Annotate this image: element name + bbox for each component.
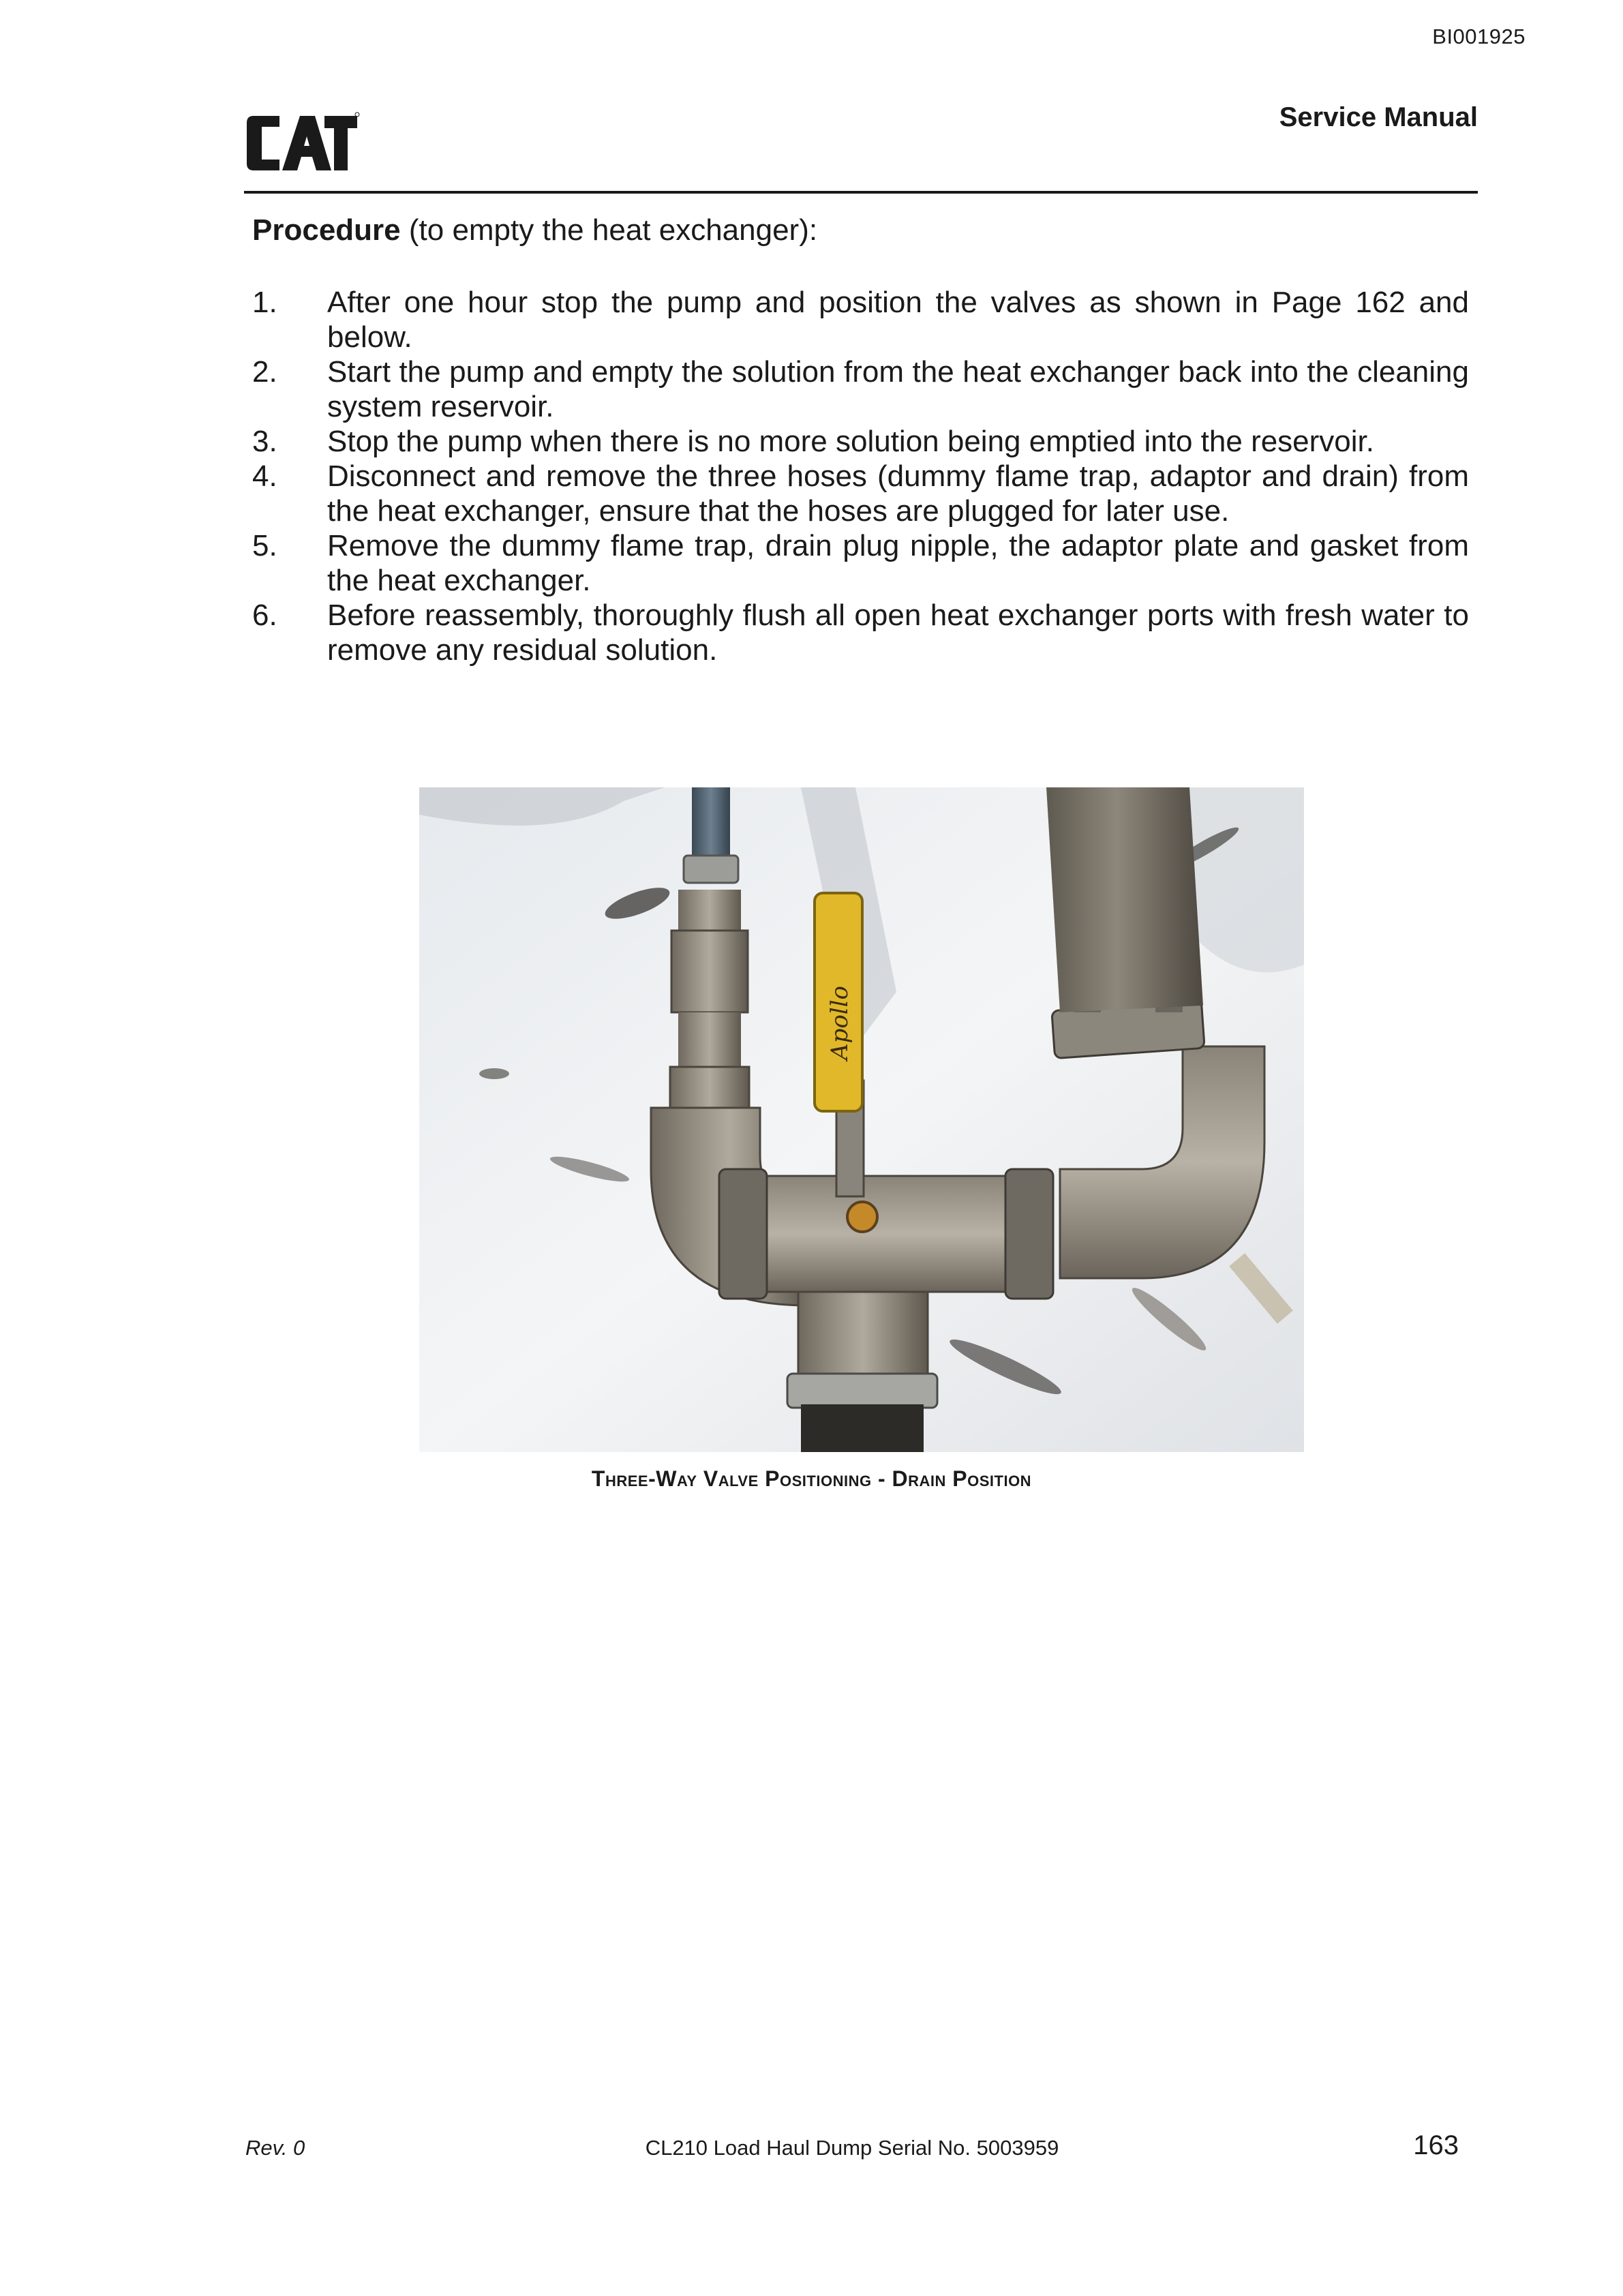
page-number: 163 [1413,2130,1459,2160]
list-item [252,354,1469,424]
cat-logo-icon [244,109,360,177]
step-number: 2. [252,355,277,389]
step-text: After one hour stop the pump and position the valves as shown in Page 162 and below. [327,286,1469,354]
procedure-section [252,213,1469,667]
three-way-valve-photo-icon [419,787,1304,1452]
list-item [252,528,1469,598]
figure-caption: Three-Way Valve Positioning - Drain Position [591,1466,1032,1491]
page-footer [245,2130,1459,2164]
step-text: Disconnect and remove the three hoses (dummy flame trap, adaptor and drain) from the heat exchanger, ensure that the hoses are plugged for later use. [327,459,1469,528]
list-item [252,459,1469,528]
page-header [244,102,1478,194]
procedure-heading: Procedure [252,213,401,247]
procedure-subheading: (to empty the heat exchanger): [400,213,818,247]
revision: Rev. 0 [245,2136,305,2160]
valve-photo [419,787,1304,1452]
document-id: BI001925 [1432,25,1526,48]
step-number: 1. [252,286,277,319]
procedure-heading-line [252,213,1469,247]
list-item [252,424,1469,459]
list-item [252,598,1469,667]
manual-title: Service Manual [1279,102,1478,132]
step-number: 3. [252,425,277,458]
list-item [252,285,1469,354]
step-text: Stop the pump when there is no more solution being emptied into the reservoir. [327,425,1375,458]
step-number: 5. [252,529,277,562]
valve-handle-label: Apollo [826,985,853,1060]
model-serial: CL210 Load Haul Dump Serial No. 5003959 [645,2136,1059,2160]
step-text: Before reassembly, thoroughly flush all open heat exchanger ports with fresh water to remove any residual solution. [327,599,1469,667]
step-number: 6. [252,599,277,632]
step-text: Remove the dummy flame trap, drain plug nipple, the adaptor plate and gasket from the heat exchanger. [327,529,1469,597]
procedure-steps [252,285,1469,667]
step-number: 4. [252,459,277,493]
step-text: Start the pump and empty the solution from the heat exchanger back into the cleaning system reservoir. [327,355,1469,423]
